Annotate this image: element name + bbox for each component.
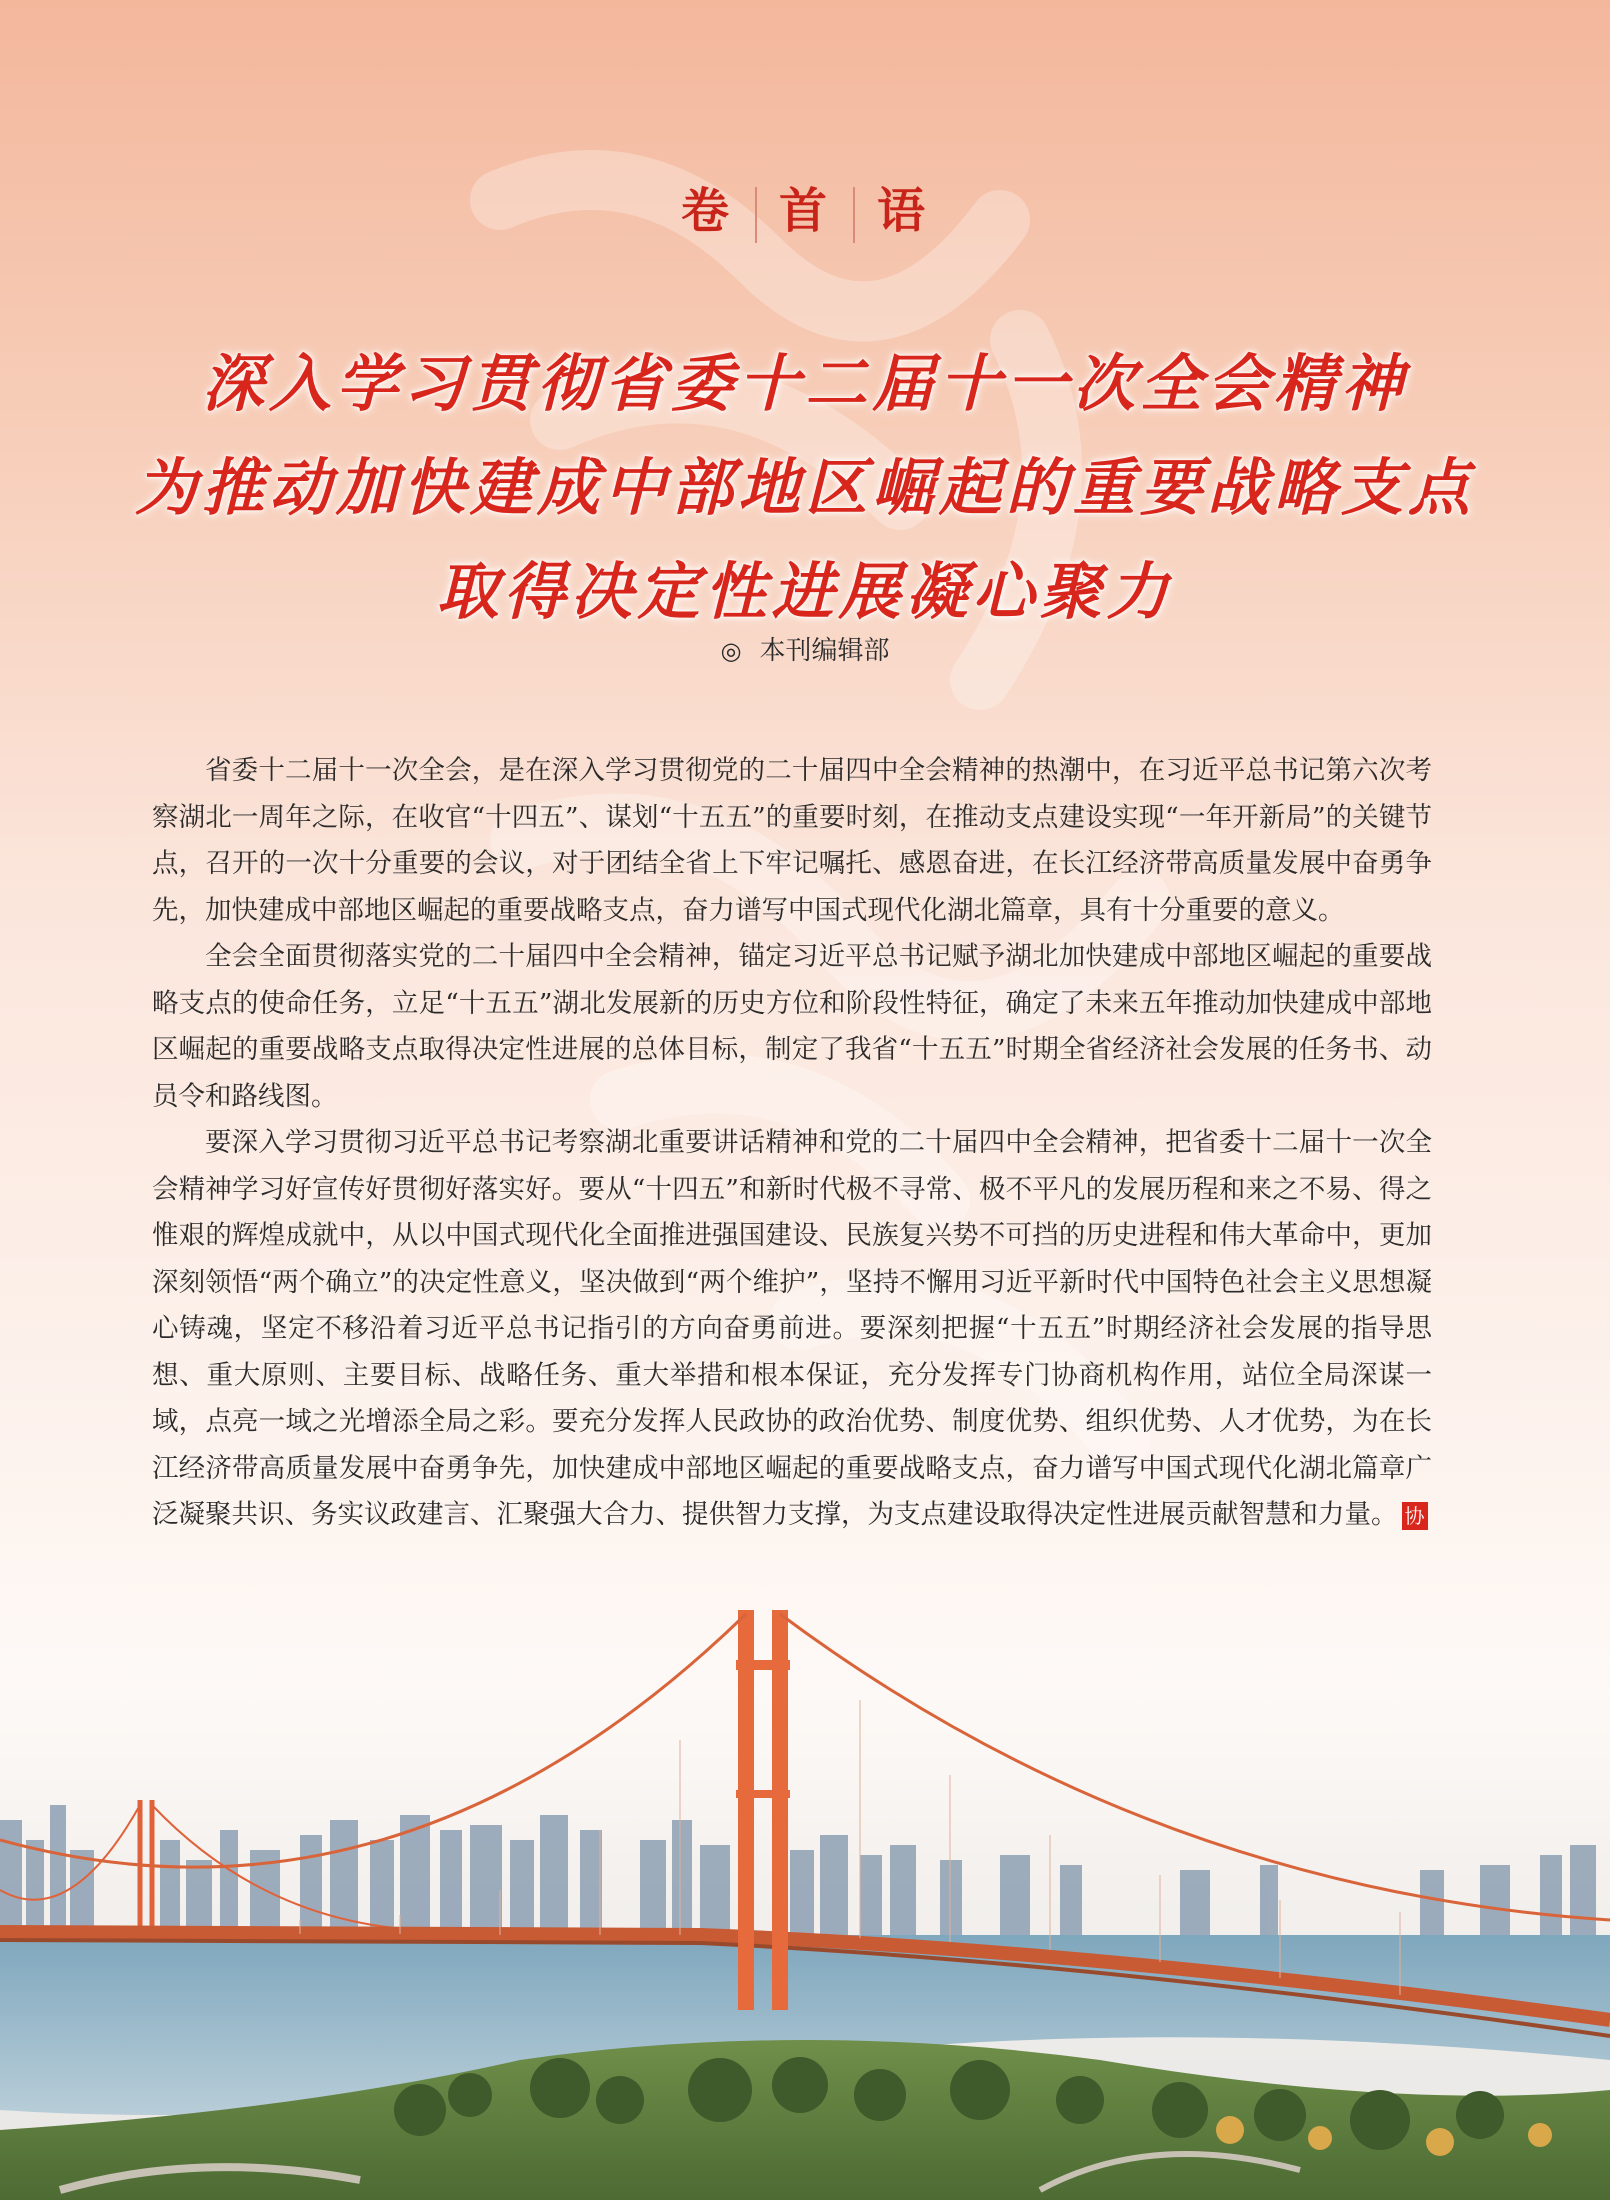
column-tag [0, 172, 1610, 243]
title-line-3: 取得决定性进展凝心聚力 [436, 555, 1174, 628]
paragraph-3-text: 要深入学习贯彻习近平总书记考察湖北重要讲话精神和党的二十届四中全会精神，把省委十二届十一次全会精神学习好宣传好贯彻好落实好。要从“十四五”和新时代极不寻常、极不平凡的发展历程和来之不易、得之惟艰的辉煌成就中，从以中国式现代化全面推进强国建设、民族复兴势不可挡的历史进程和伟大革命中，更加深刻领悟“两个确立”的决定性意义，坚决做到“两个维护”，坚持不懈用习近平新时代中国特色社会主义思想凝心铸魂，坚定不移沿着习近平总书记指引的方向奋勇前进。要深刻把握“十五五”时期经济社会发展的指导思想、重大原则、主要目标、战略任务、重大举措和根本保证，充分发挥专门协商机构作用，站位全局深谋一域，点亮一域之光增添全局之彩。要充分发挥人民政协的政治优势、制度优势、组织优势、人才优势，为在长江经济带高质量发展中奋勇争先，加快建成中部地区崛起的重要战略支点，奋力谱写中国式现代化湖北篇章广泛凝聚共识、务实议政建言、汇聚强大合力、提供智力支撑，为支点建设取得决定性进展贡献智慧和力量。 [152, 1127, 1432, 1530]
byline-mark: ◎ [720, 637, 742, 665]
paragraph-3 [152, 1120, 1432, 1539]
article-body [152, 748, 1432, 1539]
column-char-3: 语 [877, 183, 930, 239]
bridge-city-photo [0, 1590, 1610, 2200]
article-title [0, 332, 1610, 644]
column-char-1: 卷 [680, 183, 733, 239]
paragraph-1: 省委十二届十一次全会，是在深入学习贯彻党的二十届四中全会精神的热潮中，在习近平总书记第六次考察湖北一周年之际，在收官“十四五”、谋划“十五五”的重要时刻，在推动支点建设实现“一年开新局”的关键节点，召开的一次十分重要的会议，对于团结全省上下牢记嘱托、感恩奋进，在长江经济带高质量发展中奋勇争先，加快建成中部地区崛起的重要战略支点，奋力谱写中国式现代化湖北篇章，具有十分重要的意义。 [152, 755, 1432, 926]
title-line-2: 为推动加快建成中部地区崛起的重要战略支点 [134, 451, 1475, 524]
author-name: 本刊编辑部 [759, 636, 890, 666]
column-char-2: 首 [778, 183, 831, 239]
title-line-1: 深入学习贯彻省委十二届十一次全会精神 [201, 347, 1408, 420]
paragraph-2: 全会全面贯彻落实党的二十届四中全会精神，锚定习近平总书记赋予湖北加快建成中部地区崛起的重要战略支点的使命任务，立足“十五五”湖北发展新的历史方位和阶段性特征，确定了未来五年推动加快建成中部地区崛起的重要战略支点取得决定性进展的总体目标，制定了我省“十五五”时期全省经济社会发展的任务书、动员令和路线图。 [152, 941, 1432, 1112]
end-mark-icon: 协 [1402, 1502, 1428, 1530]
byline [0, 630, 1610, 667]
